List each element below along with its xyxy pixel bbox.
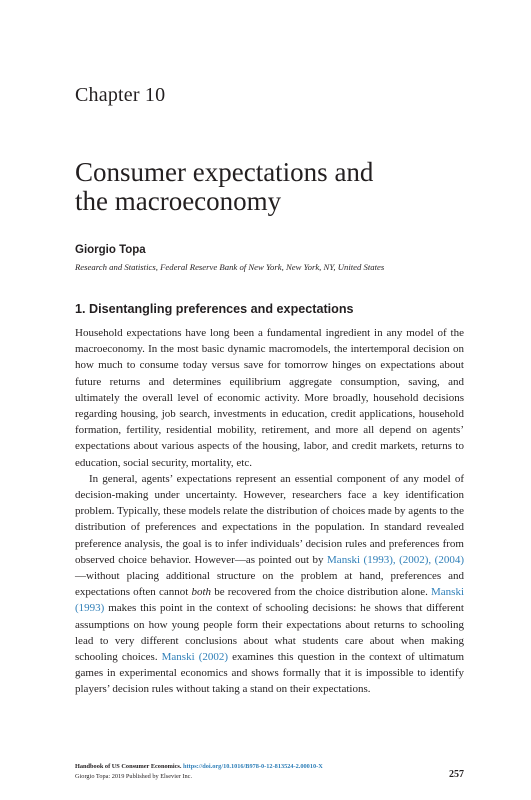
page-footer	[75, 762, 464, 782]
paragraph-2-text: be recovered from the choice distribution alone.	[211, 586, 432, 599]
chapter-title	[75, 158, 475, 216]
chapter-title-line-2: the macroeconomy	[75, 186, 282, 216]
handbook-title: Handbook of US Consumer Economics.	[75, 763, 182, 770]
paragraph-2	[75, 471, 464, 698]
doi-link[interactable]: https://doi.org/10.1016/B978-0-12-813524-2.00010-X	[183, 763, 323, 770]
emphasis-text: both	[191, 586, 212, 599]
footer-citation-line	[75, 762, 464, 772]
paragraph-1: Household expectations have long been a fundamental ingredient in any model of the macroeconomy. In the most basic dynamic macromodels, the intertemporal decision on how much to consume today versus save for tomorrow hinges on expectations about future returns and determines equilibrium aggregate consumption, saving, and ultimately the overall level of economic activity. More broadly, household decisions regarding housing, job search, investments in education, credit applications, household formation, fertility, residential mobility, retirement, and more all depend on agents’ expectations about various aspects of the housing, labor, and credit markets, returns to education, social security, mortality, etc.	[75, 327, 464, 469]
author-affiliation: Research and Statistics, Federal Reserve Bank of New York, New York, NY, United States	[75, 262, 385, 272]
citation-link-manski-2002[interactable]: Manski (2002)	[161, 651, 229, 664]
paragraph-2-text: In general, agents’ expectations represent an essential component of any model of decision-making under uncertainty. However, researchers face a key identification problem. Typically, these models relate the distribution of choices made by agents to the distribution of preferences and expectations in the population. In standard revealed preference analysis, the goal is to infer individuals’ decision rules and preferences from observed choice behavior. However—as pointed out by	[75, 472, 464, 566]
paragraph-2-text: examines this question in the context of ultimatum games in experimental economics and shows formally that it is impossible to identify players’ decision rules without taking a stand on their expectations.	[75, 651, 464, 696]
citation-link-manski-1993[interactable]: Manski (1993)	[75, 586, 465, 615]
author-name: Giorgio Topa	[75, 244, 146, 256]
paragraph-2-text: makes this point in the context of schooling decisions: he shows that different assumptions on how young people form their expectations about returns to schooling lead to very different conclusions about what students care about when making schooling choices.	[75, 602, 464, 664]
chapter-title-line-1: Consumer expectations and	[75, 157, 374, 187]
citation-link-manski-1993-2002-2004[interactable]: Manski (1993), (2002), (2004)	[327, 553, 464, 566]
body-text	[75, 325, 464, 698]
chapter-label: Chapter 10	[75, 84, 166, 106]
copyright-line: Giorgio Topa: 2019 Published by Elsevier Inc.	[75, 773, 193, 780]
section-heading: 1. Disentangling preferences and expectations	[75, 302, 354, 316]
paragraph-2-text: —without placing additional structure on the problem at hand, preferences and expectations often cannot	[75, 570, 464, 599]
page-number: 257	[449, 769, 464, 780]
